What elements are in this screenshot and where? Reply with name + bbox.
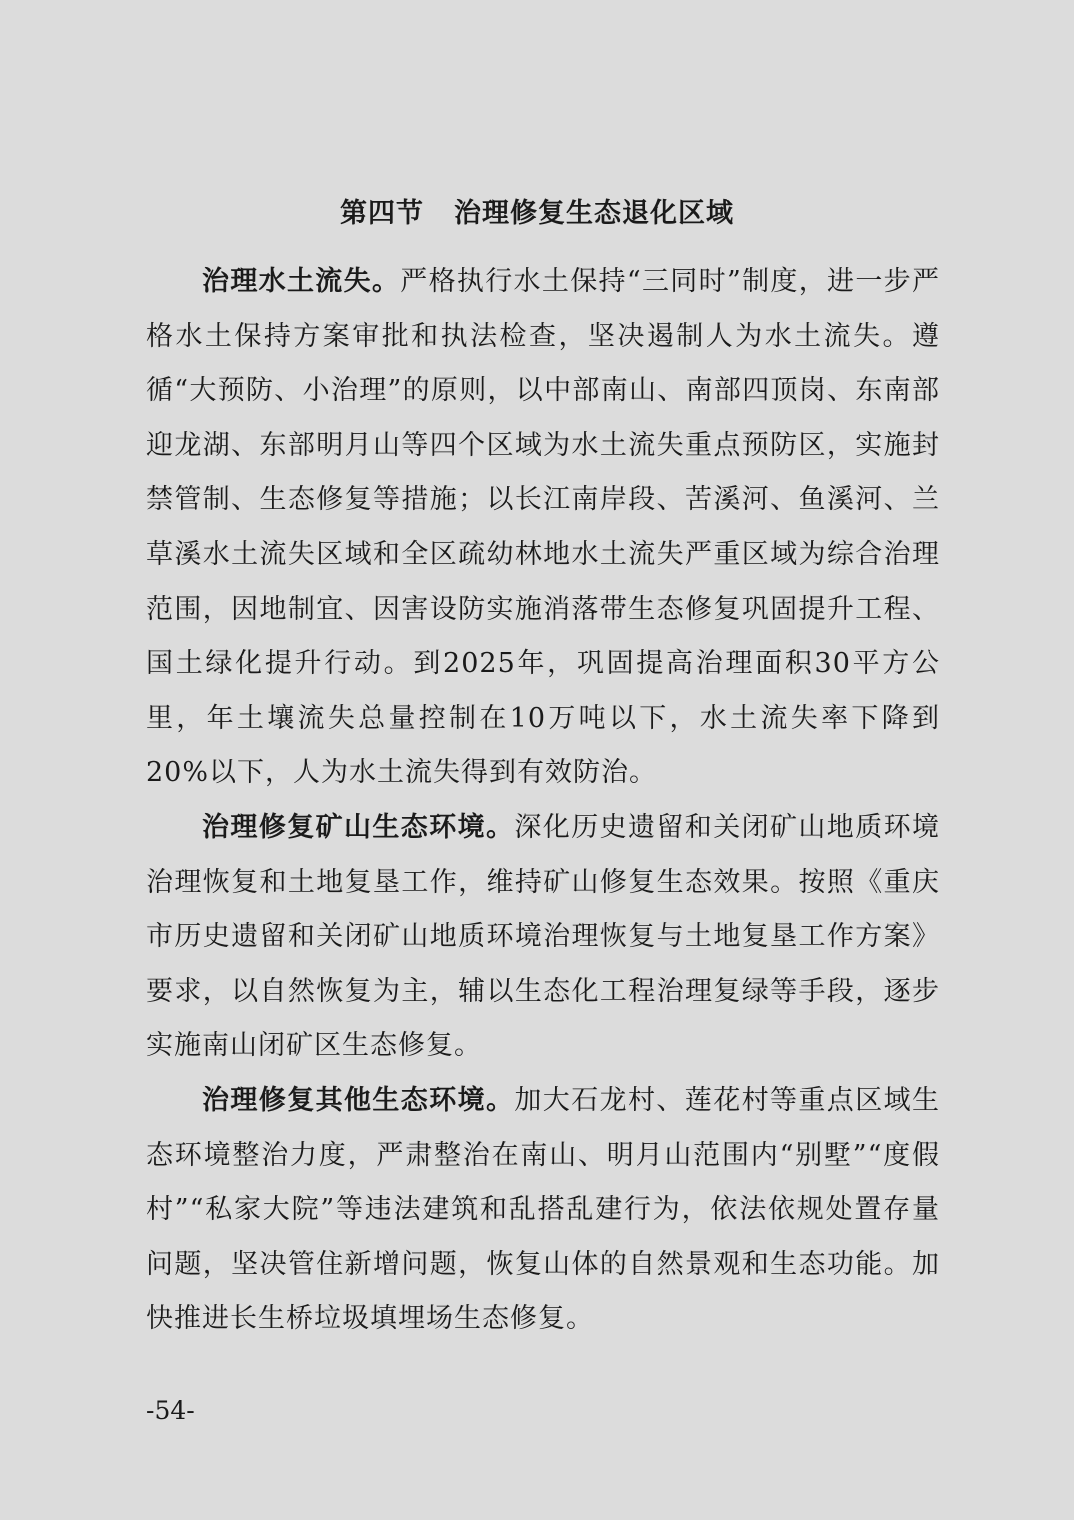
- page-number: -54-: [146, 1396, 195, 1425]
- paragraph-text: 加大石龙村、莲花村等重点区域生态环境整治力度，严肃整治在南山、明月山范围内“别墅”“度假村”“私家大院”等违法建筑和乱搭乱建行为，依法依规处置存量问题，坚决管住新增问题，恢复山体的自然景观和生态功能。加快推进长生桥垃圾填埋场生态修复。: [146, 1084, 941, 1335]
- paragraph-text: 严格执行水土保持“三同时”制度，进一步严格水土保持方案审批和执法检查，坚决遏制人为水土流失。遵循“大预防、小治理”的原则，以中部南山、南部四顶岗、东南部迎龙湖、东部明月山等四个区域为水土流失重点预防区，实施封禁管制、生态修复等措施；以长江南岸段、苦溪河、鱼溪河、兰草溪水土流失区域和全区疏幼林地水土流失严重区域为综合治理范围，因地制宜、因害设防实施消落带生态修复巩固提升工程、国土绿化提升行动。到2025年，巩固提高治理面积30平方公里，年土壤流失总量控制在10万吨以下，水土流失率下降到20%以下，人为水土流失得到有效防治。: [146, 266, 941, 789]
- body-text: [146, 255, 940, 1347]
- paragraph-mine-restoration: [146, 801, 940, 1074]
- section-title: 治理修复生态退化区域: [454, 198, 734, 229]
- section-heading: [0, 190, 1074, 238]
- paragraph-lead: 治理水土流失。: [202, 266, 401, 297]
- paragraph-soil-erosion: [146, 255, 940, 801]
- paragraph-lead: 治理修复矿山生态环境。: [202, 811, 515, 843]
- paragraph-lead: 治理修复其他生态环境。: [202, 1084, 515, 1116]
- paragraph-text: 深化历史遗留和关闭矿山地质环境治理恢复和土地复垦工作，维持矿山修复生态效果。按照《重庆市历史遗留和关闭矿山地质环境治理恢复与土地复垦工作方案》要求，以自然恢复为主，辅以生态化工程治理复绿等手段，逐步实施南山闭矿区生态修复。: [146, 811, 941, 1062]
- section-number: 第四节: [340, 198, 424, 229]
- paragraph-other-restoration: [146, 1074, 940, 1347]
